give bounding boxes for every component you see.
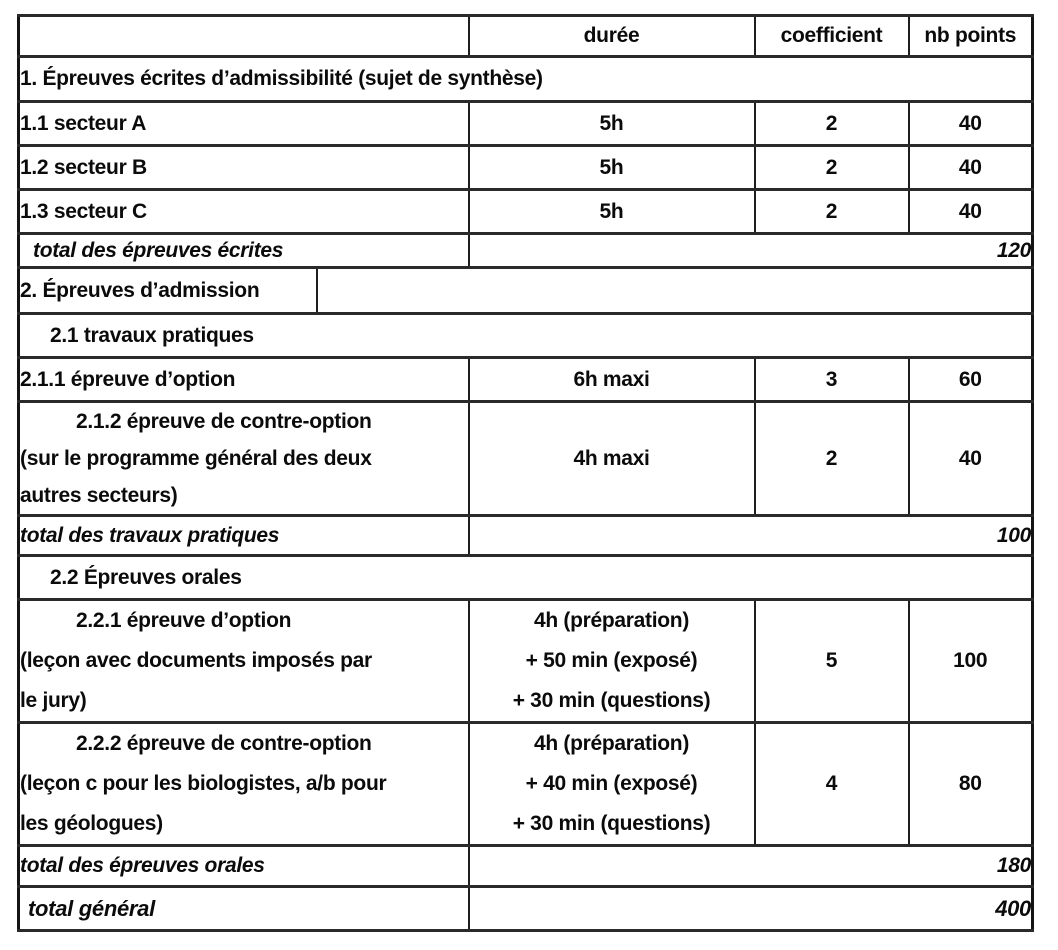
header-coefficient: coefficient <box>755 16 909 57</box>
epreuve-option-orale-label-line2: (leçon avec documents imposés par <box>20 649 372 672</box>
secteur-a-duree: 5h <box>469 102 755 146</box>
header-duree: durée <box>469 16 755 57</box>
total-orales-label: total des épreuves orales <box>19 846 469 887</box>
epreuve-option-tp-coef: 3 <box>755 358 909 402</box>
secteur-c-points: 40 <box>909 190 1033 234</box>
total-ecrites-row <box>19 234 1033 268</box>
row-secteur-c <box>19 190 1033 234</box>
row-secteur-a <box>19 102 1033 146</box>
section-2-2-row <box>19 556 1033 600</box>
total-orales-value: 180 <box>469 846 1033 887</box>
contre-option-orale-duree-line3: + 30 min (questions) <box>512 812 711 835</box>
secteur-b-duree: 5h <box>469 146 755 190</box>
secteur-a-coef: 2 <box>755 102 909 146</box>
secteur-c-label: 1.3 secteur C <box>19 190 469 234</box>
section-2-1-title: 2.1 travaux pratiques <box>19 314 1033 358</box>
secteur-b-coef: 2 <box>755 146 909 190</box>
epreuve-option-orale-duree-line3: + 30 min (questions) <box>512 689 711 712</box>
section-2-2-title: 2.2 Épreuves orales <box>19 556 1033 600</box>
header-empty-cell <box>19 16 469 57</box>
total-travaux-label: total des travaux pratiques <box>19 516 469 556</box>
secteur-b-points: 40 <box>909 146 1033 190</box>
total-ecrites-label: total des épreuves écrites <box>19 234 469 268</box>
section-1-row <box>19 57 1033 102</box>
contre-option-tp-label <box>19 402 469 516</box>
epreuve-option-tp-points: 60 <box>909 358 1033 402</box>
section-2-cell-divider <box>316 268 318 314</box>
contre-option-tp-label-line1: 2.1.2 épreuve de contre-option <box>76 410 372 433</box>
secteur-c-duree: 5h <box>469 190 755 234</box>
header-nb-points: nb points <box>909 16 1033 57</box>
contre-option-orale-coef: 4 <box>755 723 909 846</box>
contre-option-tp-points: 40 <box>909 402 1033 516</box>
total-general-label: total général <box>19 887 469 931</box>
epreuve-option-tp-duree: 6h maxi <box>469 358 755 402</box>
total-general-row <box>19 887 1033 931</box>
epreuve-option-orale-duree-line1: 4h (préparation) <box>533 609 690 632</box>
epreuve-option-orale-label-line1: 2.2.1 épreuve d’option <box>76 609 292 632</box>
row-secteur-b <box>19 146 1033 190</box>
total-orales-row <box>19 846 1033 887</box>
secteur-b-label: 1.2 secteur B <box>19 146 469 190</box>
contre-option-tp-label-line3: autres secteurs) <box>20 484 178 507</box>
total-ecrites-value: 120 <box>469 234 1033 268</box>
total-general-value: 400 <box>469 887 1033 931</box>
total-travaux-row <box>19 516 1033 556</box>
epreuve-option-orale-duree <box>469 600 755 723</box>
contre-option-orale-label <box>19 723 469 846</box>
section-1-title: 1. Épreuves écrites d’admissibilité (sujet de synthèse) <box>19 57 1033 102</box>
row-epreuve-option-orale <box>19 600 1033 723</box>
contre-option-orale-duree-line1: 4h (préparation) <box>533 732 690 755</box>
row-contre-option-tp <box>19 402 1033 516</box>
epreuve-option-orale-points: 100 <box>909 600 1033 723</box>
secteur-c-coef: 2 <box>755 190 909 234</box>
epreuve-option-orale-coef: 5 <box>755 600 909 723</box>
epreuve-option-orale-duree-line2: + 50 min (exposé) <box>525 649 698 672</box>
contre-option-orale-points: 80 <box>909 723 1033 846</box>
exam-scoring-table <box>17 14 1034 932</box>
total-travaux-value: 100 <box>469 516 1033 556</box>
secteur-a-points: 40 <box>909 102 1033 146</box>
secteur-a-label: 1.1 secteur A <box>19 102 469 146</box>
contre-option-tp-label-line2: (sur le programme général des deux <box>20 447 372 470</box>
section-2-1-row <box>19 314 1033 358</box>
section-2-title-cell <box>19 268 1033 314</box>
section-2-row <box>19 268 1033 314</box>
epreuve-option-orale-label <box>19 600 469 723</box>
contre-option-tp-coef: 2 <box>755 402 909 516</box>
contre-option-tp-duree: 4h maxi <box>469 402 755 516</box>
contre-option-orale-duree-line2: + 40 min (exposé) <box>525 772 698 795</box>
section-2-title: 2. Épreuves d’admission <box>20 278 260 302</box>
header-row <box>19 16 1033 57</box>
contre-option-orale-label-line3: les géologues) <box>20 812 163 835</box>
contre-option-orale-label-line1: 2.2.2 épreuve de contre-option <box>76 732 372 755</box>
row-epreuve-option-tp <box>19 358 1033 402</box>
contre-option-orale-duree <box>469 723 755 846</box>
row-contre-option-orale <box>19 723 1033 846</box>
epreuve-option-orale-label-line3: le jury) <box>20 689 87 712</box>
contre-option-orale-label-line2: (leçon c pour les biologistes, a/b pour <box>20 772 387 795</box>
epreuve-option-tp-label: 2.1.1 épreuve d’option <box>19 358 469 402</box>
